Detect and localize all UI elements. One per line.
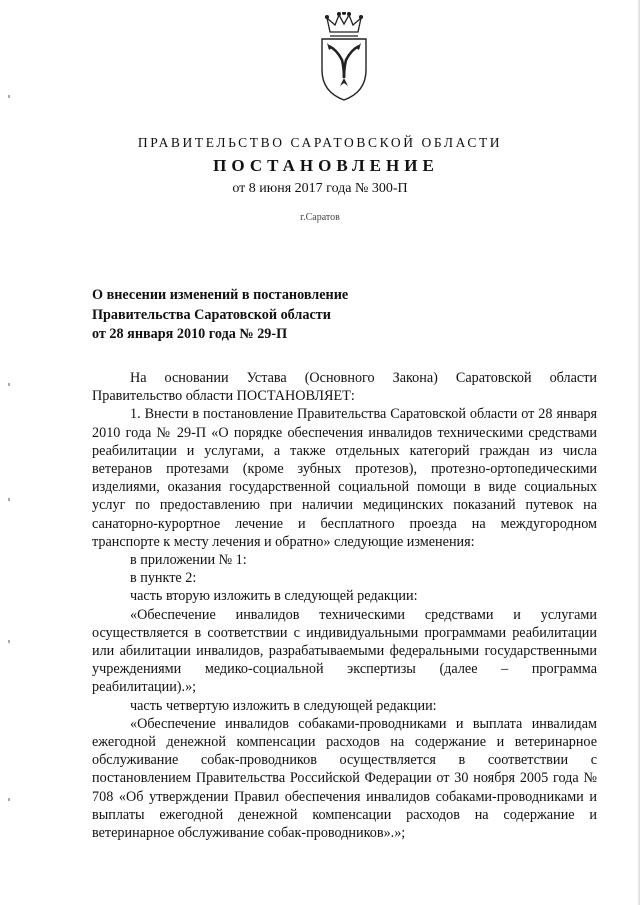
government-name: ПРАВИТЕЛЬСТВО САРАТОВСКОЙ ОБЛАСТИ xyxy=(137,135,503,150)
body-paragraph-part-four-intro: часть четвертую изложить в следующей редакции: xyxy=(130,697,437,714)
scan-margin-mark xyxy=(8,95,10,98)
document-date-number: от 8 июня 2017 года № 300-П xyxy=(232,181,408,196)
body-paragraph-part-two-text: «Обеспечение инвалидов техническими средствами и услугами осуществляется в соответствии с индивидуальными программами реабилитации или абилитации инвалидов, разрабатываемыми федеральными государственными учреждениями медико-социальной экспертизы (далее – программа реабилитации).»; xyxy=(92,606,597,696)
body-paragraph-part-two-intro: часть вторую изложить в следующей редакции: xyxy=(130,588,418,605)
subject-line: от 28 января 2010 года № 29-П xyxy=(92,326,288,342)
body-paragraph-part-four-text: «Обеспечение инвалидов собаками-проводниками и выплата инвалидам ежегодной денежной компенсации расходов на содержание и ветеринарное обслуживание собак-проводников осуществляется в соответствии с постановлением Правительства Российской Федерации от 30 ноября 2005 года № 708 «Об утверждении Правил обеспечения инвалидов собаками-проводниками и выплаты ежегодной денежной компенсации расходов на содержание и ветеринарное обслуживание собак-проводников».»; xyxy=(92,715,597,842)
scan-margin-mark xyxy=(8,798,10,801)
scan-margin-mark xyxy=(8,498,10,501)
body-paragraph-appendix: в приложении № 1: xyxy=(130,552,247,569)
document-type-title: ПОСТАНОВЛЕНИЕ xyxy=(213,156,439,175)
body-paragraph-point: в пункте 2: xyxy=(130,570,197,587)
scan-margin-mark xyxy=(8,640,10,643)
document-body xyxy=(92,369,597,842)
subject-line: О внесении изменений в постановление xyxy=(92,287,349,303)
document-city: г.Саратов xyxy=(300,212,340,223)
saratov-coat-of-arms-emblem xyxy=(317,12,371,102)
body-paragraph-item-1: 1. Внести в постановление Правительства Саратовской области от 28 января 2010 года № 29-П «О порядке обеспечения инвалидов техническими средствами реабилитации и услугами, а также отдельных категорий граждан из числа ветеранов протезами (кроме зубных протезов), протезно-ортопедическими изделиями, оказания государственной социальной помощи в виде социальных услуг по предоставлению при наличии медицинских показаний путевок на санаторно-курортное лечение и бесплатного проезда на междугородном транспорте к месту лечения и обратно» следующие изменения: xyxy=(92,406,597,550)
body-paragraph-preamble: На основании Устава (Основного Закона) Саратовской области Правительство области ПОСТАНОВЛЯЕТ: xyxy=(92,370,597,405)
scan-margin-mark xyxy=(8,383,10,386)
subject-line: Правительства Саратовской области xyxy=(92,306,331,323)
document-subject xyxy=(92,286,348,345)
